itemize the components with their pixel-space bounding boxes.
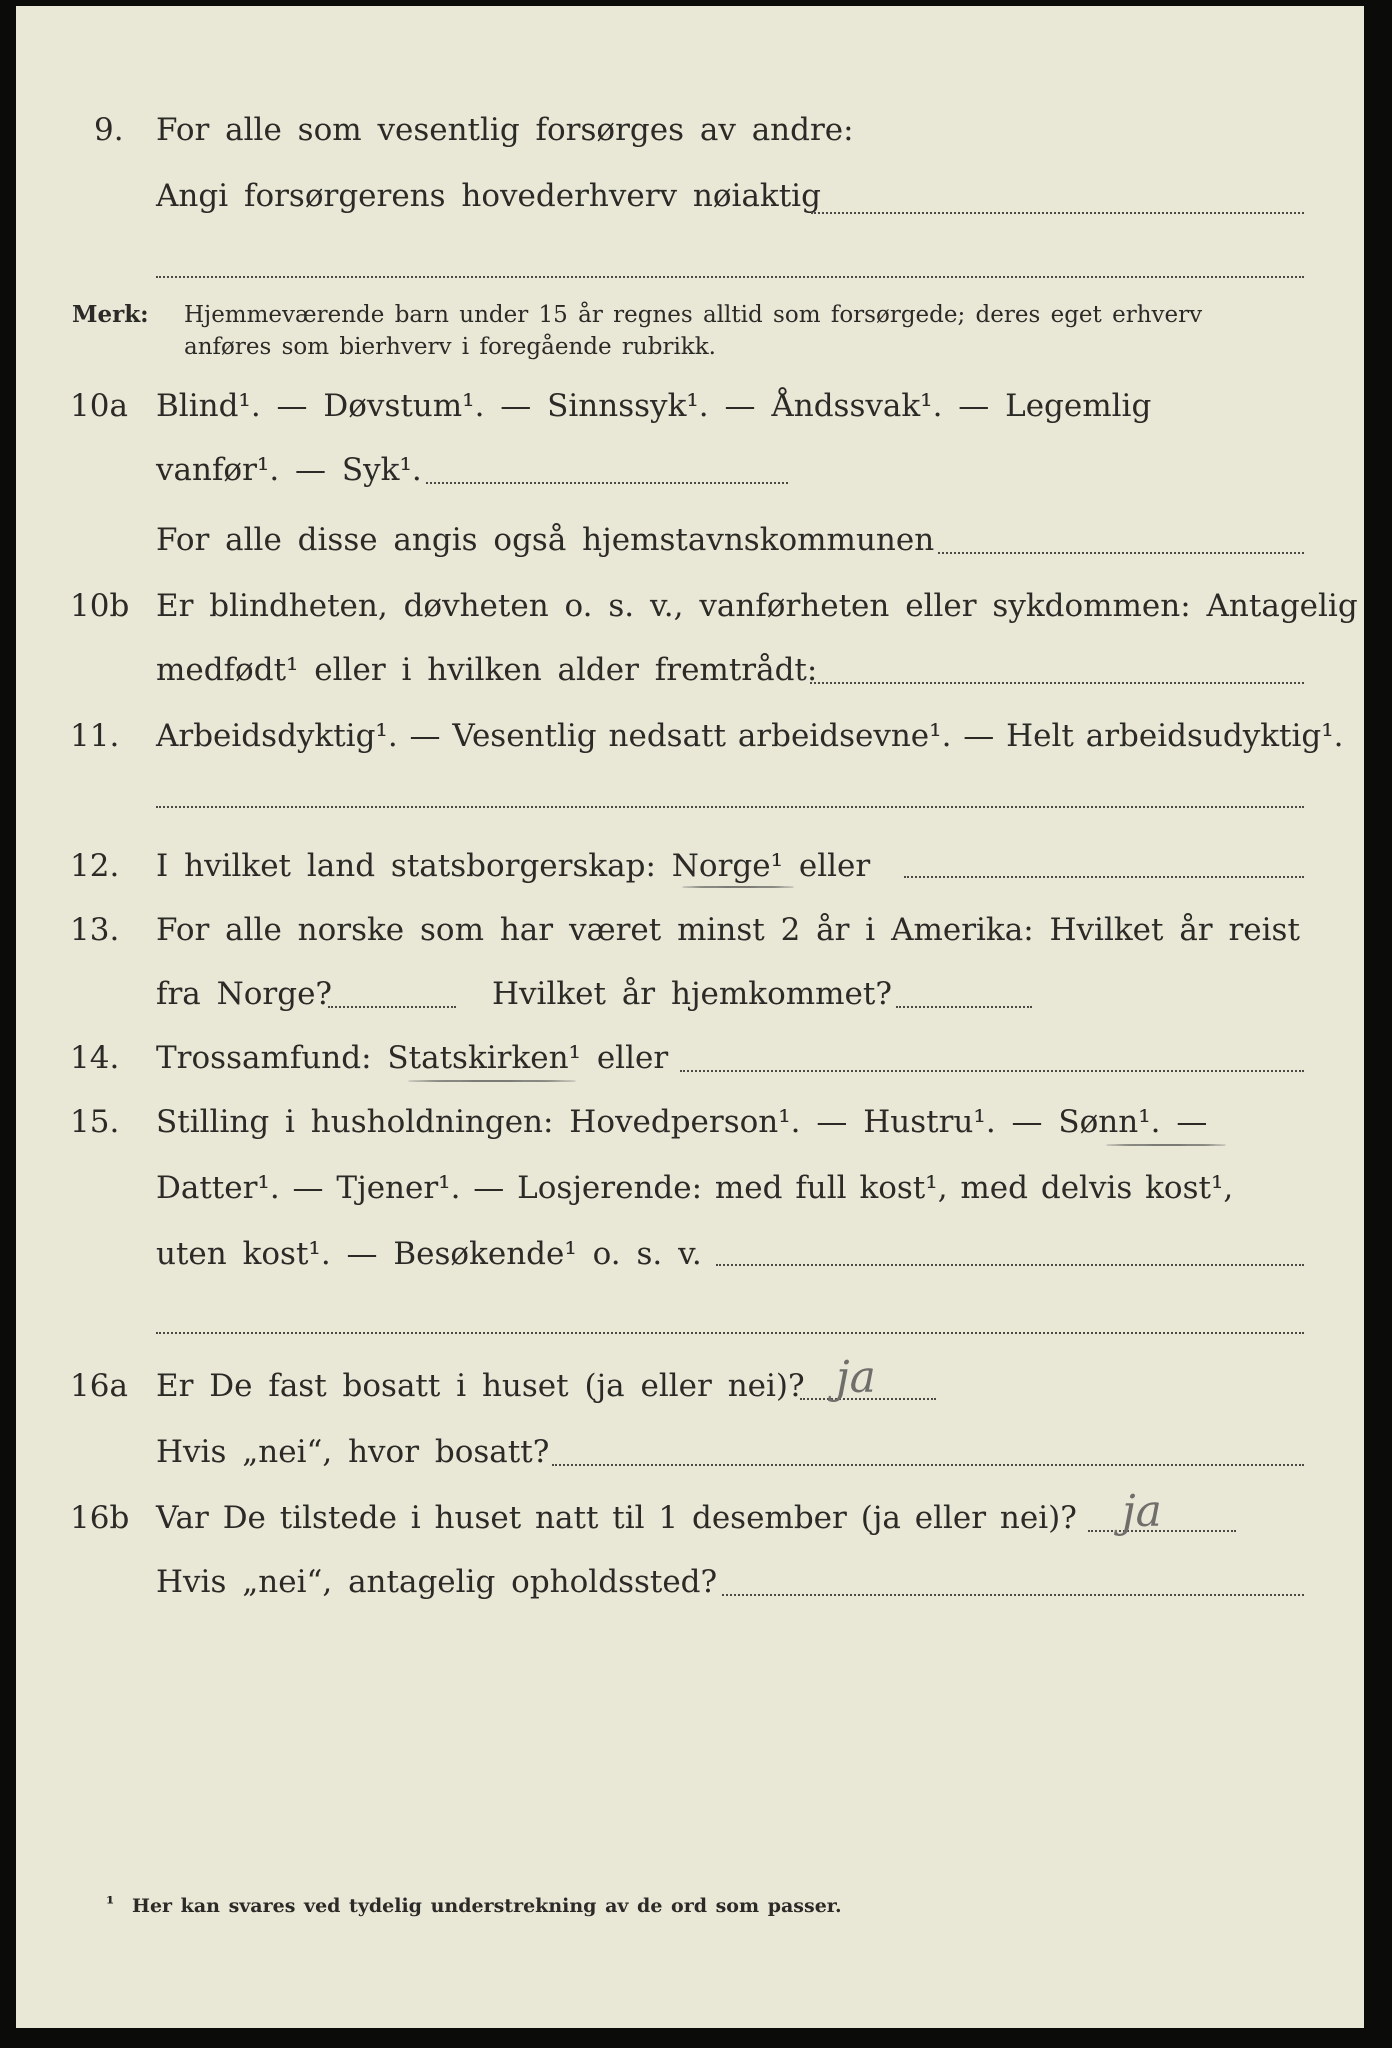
q15-answer-field[interactable] <box>716 1264 1304 1266</box>
q10b-number: 10b <box>70 588 130 624</box>
q14-number: 14. <box>70 1040 120 1076</box>
q10a-text-line2: vanfør¹. — Syk¹. <box>156 452 422 488</box>
q10a-text-line3: For alle disse angis også hjemstavnskommunen <box>156 522 935 558</box>
q16b-answer-field[interactable] <box>1088 1530 1236 1532</box>
q13-text-line2b: Hvilket år hjemkommet? <box>492 976 892 1012</box>
q9-text-line2: Angi forsørgerens hovederhverv nøiaktig <box>156 178 821 214</box>
q10b-text-line2: medfødt¹ eller i hvilken alder fremtrådt: <box>156 652 818 688</box>
merk-text-line1: Hjemmeværende barn under 15 år regnes alltid som forsørgede; deres eget erhverv <box>184 302 1203 328</box>
q9-number: 9. <box>94 112 124 148</box>
q11-answer-field[interactable] <box>156 806 1304 808</box>
q12-answer-field[interactable] <box>904 876 1304 878</box>
q16b-text-line1: Var De tilstede i huset natt til 1 desember (ja eller nei)? <box>156 1500 1077 1536</box>
q10a-text-line1: Blind¹. — Døvstum¹. — Sinnssyk¹. — Åndssvak¹. — Legemlig <box>156 388 1152 424</box>
q9-text-line1: For alle som vesentlig forsørges av andre: <box>156 112 854 148</box>
q16a-bosatt-field[interactable] <box>552 1464 1304 1466</box>
q13-reist-field[interactable] <box>328 1006 456 1008</box>
q16a-number: 16a <box>70 1368 128 1404</box>
q13-number: 13. <box>70 912 120 948</box>
q13-text-line2a: fra Norge? <box>156 976 333 1012</box>
q11-number: 11. <box>70 718 120 754</box>
merk-text-line2: anføres som bierhverv i foregående rubrikk. <box>184 334 716 360</box>
q16b-handwritten-answer: ja <box>1122 1486 1162 1537</box>
merk-label: Merk: <box>72 301 149 328</box>
footnote-text: Her kan svares ved tydelig understrekning av de ord som passer. <box>132 1895 842 1917</box>
q13-hjemkommet-field[interactable] <box>896 1006 1032 1008</box>
q14-text-line1: Trossamfund: Statskirken¹ eller <box>156 1040 669 1076</box>
q15-text-line1: Stilling i husholdningen: Hovedperson¹. — Hustru¹. — Sønn¹. — <box>156 1104 1208 1140</box>
q13-text-line1: For alle norske som har været minst 2 år i Amerika: Hvilket år reist <box>156 912 1300 948</box>
q10b-text-line1: Er blindheten, døvheten o. s. v., vanførheten eller sykdommen: Antagelig <box>156 588 1358 624</box>
q16a-handwritten-answer: ja <box>836 1352 876 1403</box>
q10a-number: 10a <box>70 388 128 424</box>
q16a-text-line2: Hvis „nei“, hvor bosatt? <box>156 1434 550 1470</box>
q15-answer-field-extra[interactable] <box>156 1332 1304 1334</box>
q15-text-line2: Datter¹. — Tjener¹. — Losjerende: med full kost¹, med delvis kost¹, <box>156 1170 1234 1206</box>
q15-sonn-underline <box>1106 1144 1226 1146</box>
q16a-text-line1: Er De fast bosatt i huset (ja eller nei)? <box>156 1368 805 1404</box>
q10b-answer-field[interactable] <box>810 682 1304 684</box>
q12-text-line1: I hvilket land statsborgerskap: Norge¹ eller <box>156 848 871 884</box>
q16b-opholdssted-field[interactable] <box>722 1594 1304 1596</box>
q15-number: 15. <box>70 1104 120 1140</box>
q9-answer-field[interactable] <box>811 212 1304 214</box>
q10a-syk-field[interactable] <box>426 482 788 484</box>
q11-text-line1: Arbeidsdyktig¹. — Vesentlig nedsatt arbeidsevne¹. — Helt arbeidsudyktig¹. <box>156 718 1344 754</box>
q12-norge-underline <box>682 886 794 888</box>
footnote-mark: ¹ <box>106 1893 115 1915</box>
q16b-text-line2: Hvis „nei“, antagelig opholdssted? <box>156 1564 718 1600</box>
q14-statskirken-underline <box>408 1080 576 1082</box>
q12-number: 12. <box>70 848 120 884</box>
q14-answer-field[interactable] <box>680 1070 1304 1072</box>
census-form-page <box>16 6 1364 2028</box>
q10a-hjemstavn-field[interactable] <box>938 552 1304 554</box>
q9-answer-field-extra[interactable] <box>156 276 1304 278</box>
q16b-number: 16b <box>70 1500 130 1536</box>
q15-text-line3: uten kost¹. — Besøkende¹ o. s. v. <box>156 1236 702 1272</box>
